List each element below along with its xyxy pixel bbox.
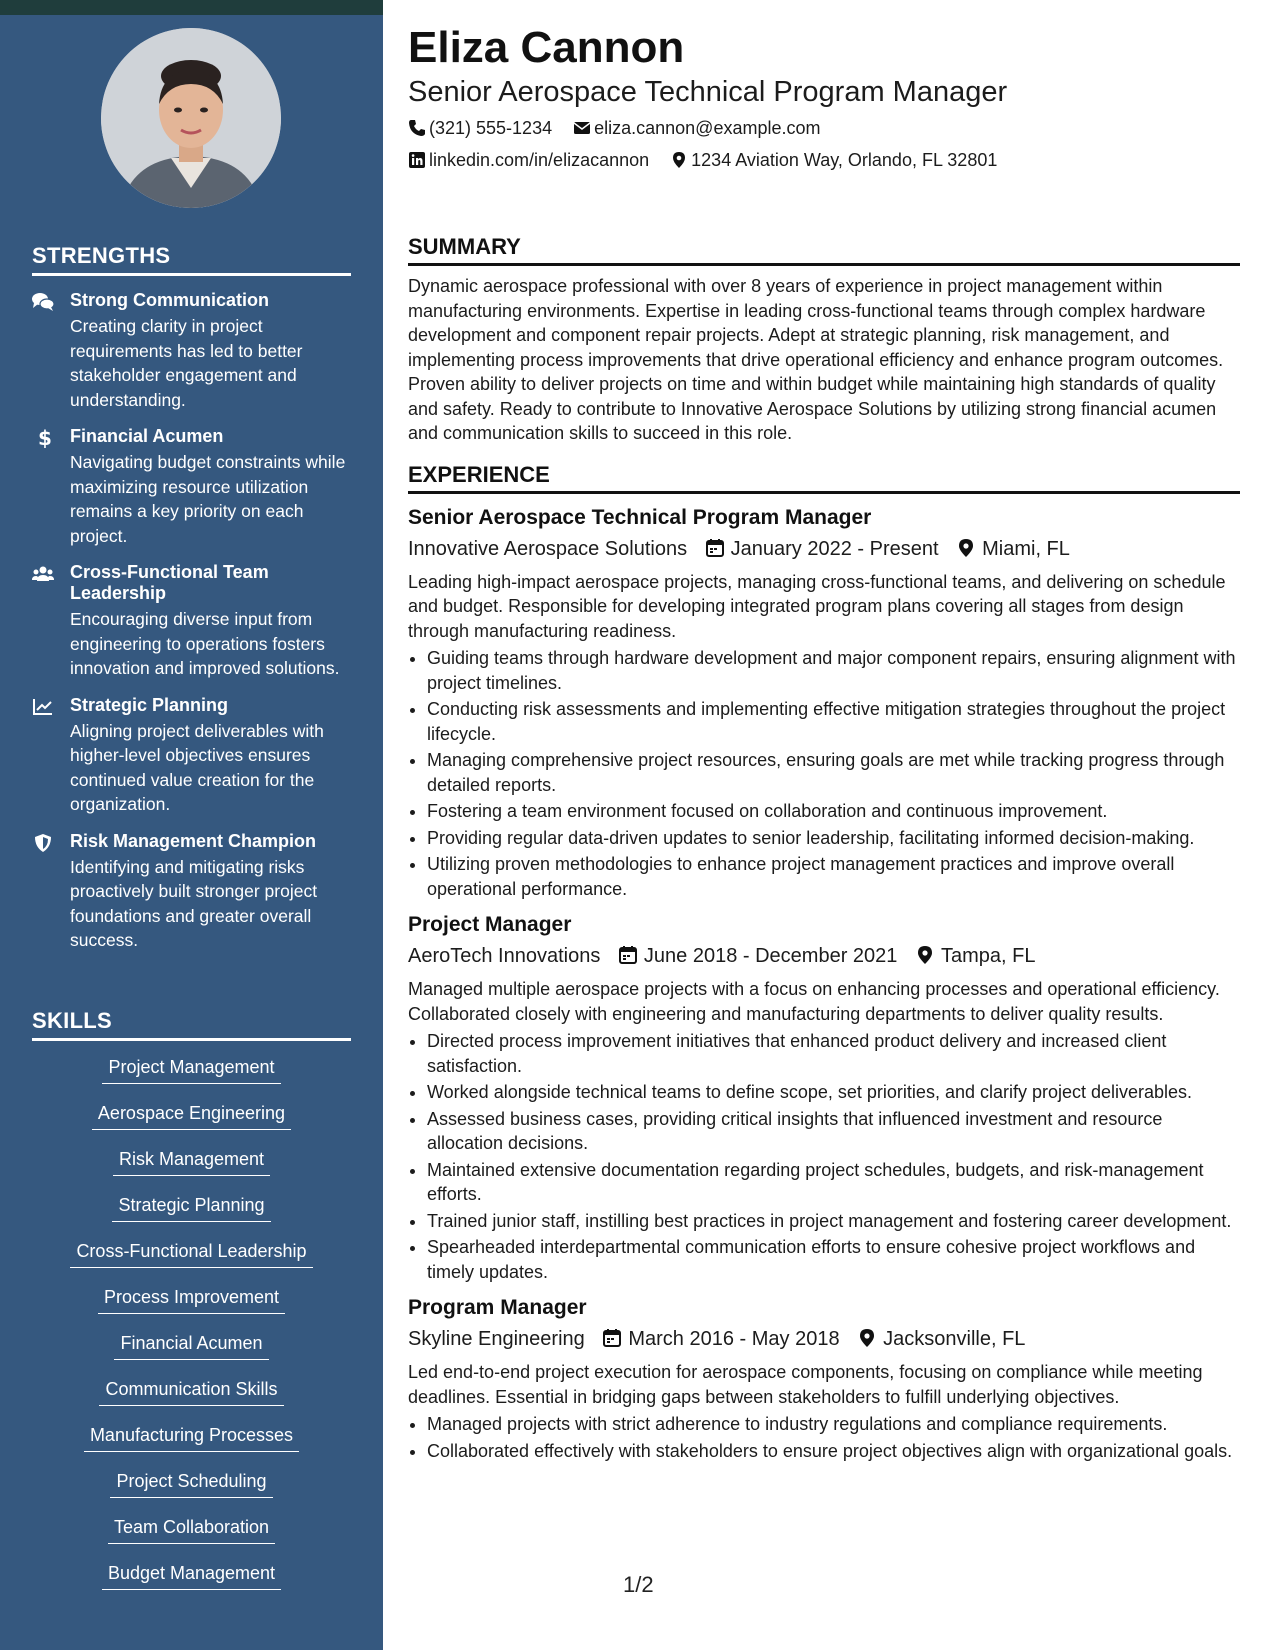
- skills-section: [32, 1008, 351, 1607]
- job-meta: [408, 535, 1240, 563]
- users-icon: [32, 564, 54, 584]
- address-contact: [670, 148, 997, 172]
- map-marker-icon: [670, 151, 688, 169]
- job-title: Program Manager: [408, 1296, 587, 1319]
- shield-icon: [32, 833, 54, 853]
- comments-icon: [32, 292, 54, 312]
- skill-item: Aerospace Engineering: [92, 1101, 291, 1130]
- strength-description: Aligning project deliverables with higher-level objectives ensures continued value creation for the organization.: [70, 720, 324, 814]
- job-bullet: • Collaborated effectively with stakeholders to ensure project objectives align with organizational goals.: [427, 1439, 1240, 1464]
- job-bullet: • Managing comprehensive project resources, ensuring goals are met while tracking progress through detailed reports.: [427, 748, 1240, 797]
- strength-description: Navigating budget constraints while maximizing resource utilization remains a key priority on each project.: [70, 452, 346, 546]
- skill-item: Strategic Planning: [112, 1193, 270, 1222]
- strength-description: Identifying and mitigating risks proactively built stronger project foundations and greater overall success.: [70, 856, 318, 950]
- sidebar: [0, 15, 383, 1650]
- strengths-section: [32, 243, 351, 953]
- experience-heading: EXPERIENCE: [408, 462, 1240, 494]
- job-description: Managed multiple aerospace projects with a focus on enhancing processes and operational efficiency. Collaborated closely with engineering and manufacturing departments to deliver quality results.: [408, 979, 1220, 1024]
- job-meta: [408, 1325, 1240, 1353]
- job-entry: [408, 504, 1240, 902]
- strength-title: Financial Acumen: [70, 426, 224, 446]
- svg-text:$: $: [38, 428, 52, 448]
- job-bullet: • Trained junior staff, instilling best practices in project management and fostering career development.: [427, 1209, 1240, 1234]
- map-marker-icon: [956, 538, 976, 558]
- job-bullet: • Utilizing proven methodologies to enhance project management practices and improve overall operational performance.: [427, 852, 1240, 901]
- job-location: Jacksonville, FL: [883, 1328, 1026, 1350]
- job-entry: [408, 1294, 1240, 1463]
- job-company: AeroTech Innovations: [408, 945, 601, 967]
- job-dates: June 2018 - December 2021: [643, 945, 898, 967]
- skills-list: [32, 1055, 351, 1607]
- strength-item: [32, 290, 351, 412]
- map-marker-icon: [857, 1328, 877, 1348]
- skill-item: Risk Management: [113, 1147, 270, 1176]
- job-meta: [408, 942, 1240, 970]
- skill-item: Financial Acumen: [114, 1331, 268, 1360]
- linkedin-icon: [408, 151, 426, 169]
- skill-item: Budget Management: [102, 1561, 281, 1590]
- candidate-title: Senior Aerospace Technical Program Manager: [408, 76, 1008, 108]
- job-dates: January 2022 - Present: [730, 537, 939, 560]
- calendar-icon: [705, 538, 725, 558]
- job-bullet: • Fostering a team environment focused on collaboration and continuous improvement.: [427, 799, 1240, 824]
- page-number: 1/2: [623, 1572, 654, 1597]
- job-description: Led end-to-end project execution for aerospace components, focusing on compliance while meeting deadlines. Essential in bridging gaps between stakeholders to fulfill underlying objectives.: [408, 1362, 1203, 1407]
- chart-line-icon: [32, 697, 54, 717]
- job-bullet: • Worked alongside technical teams to define scope, set priorities, and clarify project deliverables.: [427, 1080, 1240, 1105]
- strength-title: Risk Management Champion: [70, 830, 317, 851]
- summary-heading: SUMMARY: [408, 234, 1240, 266]
- strength-description: Encouraging diverse input from engineering to operations fosters innovation and improved solutions.: [70, 609, 340, 678]
- job-bullets: [408, 1029, 1240, 1284]
- contact-row: [408, 116, 1240, 142]
- strengths-heading: STRENGTHS: [32, 243, 351, 276]
- strength-title: Cross-Functional Team Leadership: [70, 562, 269, 603]
- job-bullet: • Directed process improvement initiatives that enhanced product delivery and increased client satisfaction.: [427, 1029, 1240, 1078]
- skill-item: Cross-Functional Leadership: [70, 1239, 312, 1268]
- envelope-icon: [573, 119, 591, 137]
- summary-section: [408, 234, 1240, 446]
- job-bullet: • Guiding teams through hardware development and major component repairs, ensuring alignment with project timelines.: [427, 646, 1240, 695]
- skill-item: Project Scheduling: [110, 1469, 272, 1498]
- job-bullet: • Conducting risk assessments and implementing effective mitigation strategies throughout the project lifecycle.: [427, 697, 1240, 746]
- job-company: Innovative Aerospace Solutions: [408, 537, 688, 560]
- job-bullets: [408, 646, 1240, 901]
- job-bullets: [408, 1412, 1240, 1463]
- email-contact[interactable]: [573, 116, 820, 140]
- skills-heading: SKILLS: [32, 1008, 351, 1041]
- job-dates: March 2016 - May 2018: [628, 1328, 840, 1350]
- strength-description: Creating clarity in project requirements has led to better stakeholder engagement and understanding.: [70, 316, 303, 410]
- summary-text: Dynamic aerospace professional with over 8 years of experience in project management within manufacturing environments. Expertise in leading cross-functional teams through complex hardware development and component repair projects. Adept at strategic planning, risk management, and implementing process improvements that drive operational efficiency and enhance program outcomes. Proven ability to deliver projects on time and within budget while maintaining high standards of quality and safety. Ready to contribute to Innovative Aerospace Solutions by utilizing strong financial acumen and communication skills to succeed in this role.: [408, 276, 1224, 443]
- job-description: Leading high-impact aerospace projects, managing cross-functional teams, and delivering on schedule and budget. Responsible for developing integrated program plans covering all stages from design through manufacturing readiness.: [408, 571, 1226, 641]
- job-bullet: • Spearheaded interdepartmental communication efforts to ensure cohesive project workflows and timely updates.: [427, 1235, 1240, 1284]
- skill-item: Process Improvement: [98, 1285, 285, 1314]
- strength-title: Strategic Planning: [70, 694, 229, 715]
- job-location: Miami, FL: [982, 537, 1070, 560]
- address-text: 1234 Aviation Way, Orlando, FL 32801: [691, 150, 998, 170]
- skill-item: Project Management: [102, 1055, 280, 1084]
- job-location: Tampa, FL: [940, 945, 1036, 967]
- linkedin-text: linkedin.com/in/elizacannon: [429, 150, 650, 170]
- strength-title: Strong Communication: [70, 290, 269, 310]
- job-bullet: • Providing regular data-driven updates to senior leadership, facilitating informed decision-making.: [427, 826, 1240, 851]
- main-content: [408, 22, 1240, 1465]
- strength-item: [32, 831, 351, 953]
- calendar-icon: [602, 1328, 622, 1348]
- calendar-icon: [618, 945, 638, 965]
- job-bullet: • Assessed business cases, providing critical insights that influenced investment and resource allocation decisions.: [427, 1107, 1240, 1156]
- phone-icon: [408, 119, 426, 137]
- strength-item: [32, 695, 351, 817]
- skill-item: Manufacturing Processes: [84, 1423, 299, 1452]
- job-bullet: • Managed projects with strict adherence to industry regulations and compliance requirements.: [427, 1412, 1240, 1437]
- sidebar-top-bar: [0, 0, 383, 15]
- skill-item: Team Collaboration: [108, 1515, 275, 1544]
- strength-item: [32, 426, 351, 548]
- strength-item: [32, 562, 351, 681]
- candidate-name: Eliza Cannon: [408, 23, 685, 72]
- profile-photo: [101, 28, 281, 208]
- dollar-icon: [32, 428, 54, 448]
- job-title: Senior Aerospace Technical Program Manager: [408, 505, 872, 529]
- map-marker-icon: [915, 945, 935, 965]
- phone-contact[interactable]: [408, 116, 552, 140]
- email-text: eliza.cannon@example.com: [594, 118, 821, 138]
- contact-row: [408, 148, 1240, 174]
- experience-section: [408, 462, 1240, 1464]
- job-company: Skyline Engineering: [408, 1328, 585, 1350]
- skill-item: Communication Skills: [99, 1377, 283, 1406]
- job-entry: [408, 911, 1240, 1284]
- linkedin-contact[interactable]: [408, 148, 649, 172]
- job-bullet: • Maintained extensive documentation regarding project schedules, budgets, and risk-management efforts.: [427, 1158, 1240, 1207]
- phone-text: (321) 555-1234: [429, 118, 553, 138]
- job-title: Project Manager: [408, 913, 572, 936]
